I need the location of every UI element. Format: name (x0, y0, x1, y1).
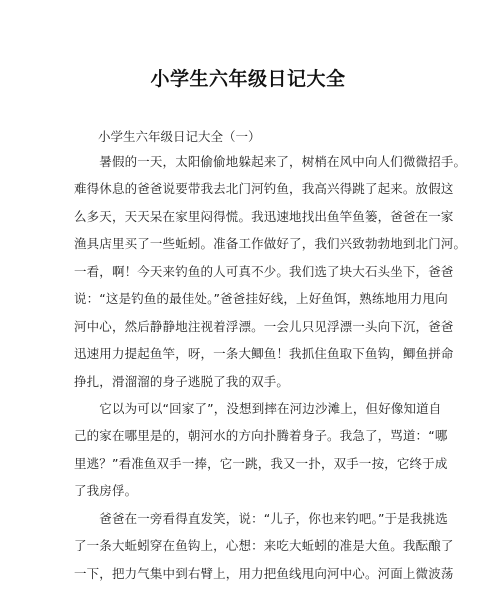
text-line: 己的家在哪里是的，朝河水的方向扑腾着身子。我急了，骂道：“哪 (74, 428, 448, 444)
text-line: 里逃？”看准鱼双手一捧，它一跳，我又一扑，双手一按，它终于成 (74, 455, 448, 471)
text-line: 爸爸在一旁看得直发笑，说：“儿子，你也来钓吧。”于是我挑选 (74, 510, 448, 526)
text-line: 挣扎，滑溜溜的身子逃脱了我的双手。 (74, 373, 290, 389)
text-line: 河中心，然后静静地注视着浮漂。一会儿只见浮漂一头向下沉，爸爸 (74, 318, 454, 334)
text-line: 一下，把力气集中到右臂上，用力把鱼线甩向河中心。河面上微波荡 (74, 565, 454, 581)
article-body (74, 152, 467, 591)
text-line: 了我房俘。 (74, 483, 138, 499)
text-line: 它以为可以“回家了”，没想到摔在河边沙滩上，但好像知道自 (74, 400, 442, 416)
section-subtitle: 小学生六年级日记大全（一） (98, 129, 261, 144)
text-line: 难得休息的爸爸说要带我去北门河钓鱼，我高兴得跳了起来。放假这 (74, 181, 454, 197)
text-line: 渔具店里买了一些蚯蚓。准备工作做好了，我们兴致勃勃地到北门河。 (74, 236, 467, 252)
text-line: 了一条大蚯蚓穿在鱼钩上，心想：来吃大蚯蚓的准是大鱼。我酝酿了 (74, 538, 454, 554)
text-line: 迅速用力提起鱼竿，呀，一条大鲫鱼！我抓住鱼取下鱼钩，鲫鱼拼命 (74, 346, 454, 362)
text-line: 一看，啊！今天来钓鱼的人可真不少。我们选了块大石头坐下，爸爸 (74, 263, 454, 279)
text-line: 说：“这是钓鱼的最佳处。”爸爸挂好线，上好鱼饵，熟练地用力甩向 (74, 291, 448, 307)
text-line: 暑假的一天，太阳偷偷地躲起来了，树梢在风中向人们微微招手。 (74, 154, 467, 169)
page-title: 小学生六年级日记大全 (150, 68, 346, 90)
text-line: 么多天，天天呆在家里闷得慌。我迅速地找出鱼竿鱼篓，爸爸在一家 (74, 208, 454, 224)
